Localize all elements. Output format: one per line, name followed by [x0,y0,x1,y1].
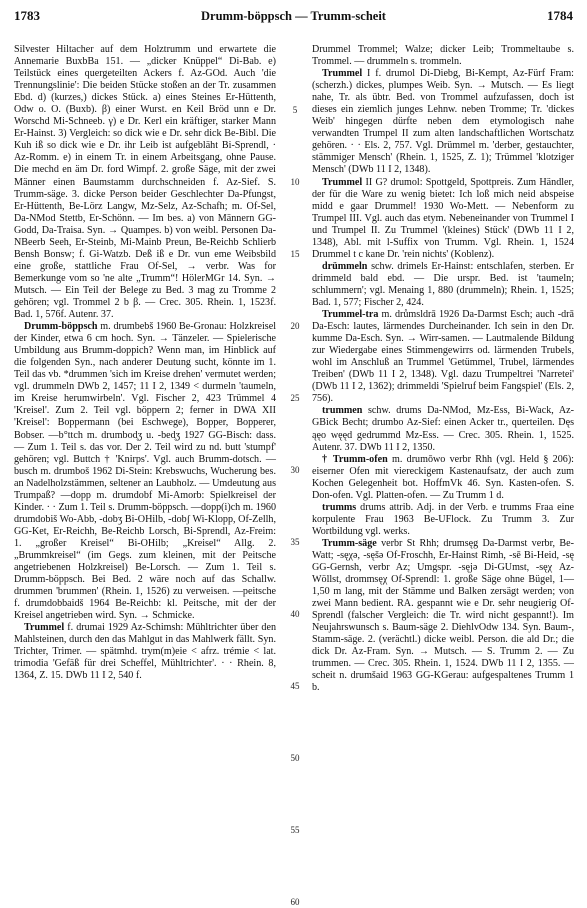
right-column [312,44,574,695]
line-number: 55 [290,825,300,835]
entry-text: schw. drimels Er-Hainst: entschlafen, sterben. Er drimmeld bald ebd. — Die urspr. Bed. ist 'taumeln; schlummern'; vgl. Menaing 1, 880 (drummeln); Rhein. 1, 1525; Bad. 1, 577; Fischer 2, 424. [312,260,575,308]
entry-paragraph [312,68,574,176]
line-number: 10 [290,177,300,187]
entry-text: Drummel Trommel; Walze; dicker Leib; Trommeltaube s. Trommel. — drummeln s. trommeln. [312,44,574,68]
entry-paragraph [312,177,574,261]
entry-paragraph [14,44,276,321]
line-number-gutter [284,44,306,907]
entry-lemma: † Trumm-ofen [322,453,388,465]
line-number: 40 [290,609,300,619]
entry-lemma: Trummel [322,68,363,80]
line-number: 20 [290,321,300,331]
line-number: 25 [290,393,300,403]
entry-paragraph [312,538,574,695]
entry-text: Silvester Hiltacher auf dem Holztrumm und erwartete die Annemarie BuxbBa 151. — „dicker Knüppel“ Di-Bab. e) Teilstück eines quergeteilten Ackers f. Az-GOd. Auch 'die Trennungslinie': Die beiden Stücke stoßen an der Tr. zusammen Ebd. d) (kurzes,) dickes Stück. a) eines Steines Er-Hüttenth, Odw o. O. (Buxb). β) einer Wurst. en Keil Bröd unn e Dr. Worschd Mi-Schneeb. γ) e Dr. Kerl ein kräftiger, starker Mann Er-Hainst. 3) Vergleich: so dick wie e Dr. sehr dick Be-Bibl. Die Kuh iß so dick wie e Dr. ihr Leib ist aufgebläht Bi-Sprendl, · Az-Romm. e) in einem Tr. in einem Arbeitsgang, ohne Pause. Die mechd en äm Dr. ford Wimpf. 2. große Säge, mit der zwei Männer einen Baumstamm durchschneiden f. Az-Sief. S. Trumm-säge. 3. dicke Person beider Geschlechter Da-Pfungst, Er-Hüttenth, Be-Lörz Langw, Mz-Selz, Az-Schafh; m. Of-Sel, Da-NMod Stettb, Er-Schönn. — Im bes. a) von Männern GG-Godd, Da-Traisa. Syn. → Quampes. b) von weibl. Personen Da-NBeerb Seeh, Er-Steinb, Mi-Mainb Preun, Be-Reichb Schlierb Bensh Bonsw; f. Gi-Watzb. Deß iß e Dr. vun eme Weibsbild eine große, stattliche Frau Of-Sel, → verbr. Was for Bemerkunge vom so 'ne alte „Trumm“! HölerMGr 14. Syn. → Mutsch. — Ein Teil der Belege zu Bed. 3 mag zu Tromme 2 gehören; vgl. Trommel 2 b β. — Crec. 305. Rhein. 1, 1523f. Bad. 1, 576f. Autenr. 37. [14,44,276,321]
entry-lemma: Trummel-tra [322,309,379,321]
line-number: 30 [290,465,300,475]
entry-lemma: Trummel [322,176,363,188]
entry-paragraph [312,454,574,502]
entry-lemma: trumms [322,501,357,513]
entry-text: f. drumai 1929 Az-Schimsh: Mühltrichter über den Mahlsteinen, durch den das Mahlgut in das Mahlwerk fällt. Syn. Trichter, Trimer. — spätmhd. trym(m)eie < afrz. trémie < lat. trimodia 'Gefäß für drei Scheffel, Mühltrichter'. · · Rhein. 8, 1364, Z. 15. DWb 11 I 2, 540 f. [14,622,276,682]
entry-text: drums attrib. Adj. in der Verb. e trumms Fraa eine korpulente Frau 1963 Be-UFlock. Zu Trumm 3. Zur Wortbildung vgl. werks. [312,501,574,537]
left-column [14,44,276,682]
page-number-right: 1784 [547,8,573,23]
entry-text: I f. drumol Di-Diebg, Bi-Kempt, Az-Fürf Fram: (scherzh.) dickes, plumpes Weib. Syn. → Mutsch. — Es liegt nahe, Tr. als übtr. Bed. von Trommel aufzufassen, doch ist dieses ein ziemlich junges Lehnw. neben Tromme; Tr. 'dickes Weib' hingegen dürfte neben dem etymologisch nahe verwandten Trumpel II zum alten landschaftlichen Wortschatz gehören. · · Els. 2, 757. Vgl. Drümmel m. 'derber, gestauchter, stämmiger Mensch' (Rhein. 1, 1525, Z. 1); Trümmel 'klotziger Mensch' (DWb 11 I 2, 1348). [312,68,574,176]
entry-paragraph [14,321,276,622]
entry-text: m. drumōwo verbr Rhh (vgl. Held § 206): eiserner Ofen mit viereckigem Kastenaufsatz, der auch zum Kochen Gelegenheit bot. HoffmVk 46. Syn. Kasten-ofen. S. Don-ofen. Vgl. Platten-ofen. — Zu Trumm 1 d. [312,453,574,501]
entry-paragraph [312,309,574,405]
line-number: 15 [290,249,300,259]
entry-lemma: Trumm-säge [322,537,377,549]
entry-paragraph [14,622,276,682]
entry-lemma: trummen [322,405,363,417]
line-number: 35 [290,537,300,547]
page-header [14,8,573,26]
entry-text: II G? drumol: Spottgeld, Spottpreis. Zum Händler, der für die Ware zu wenig bietet: Ich loß mich neid abspeise midd e gaar Drummel! 1930 Wo-Mett. — Nebenform zu Trumpel III. Vgl. auch das etym. Nebeneinander von Trummel I und Trumpel II. Zu Trummel '(kleines) Stück' (DWb 11 I 2, 1348), Abl. mit l-Suffix von Trumm. Vgl. Rhein. 1, 1524 Drummel t c kane Dr. 'rein nichts' (Koblenz). [312,176,575,260]
entry-text: verbr St Rhh; drumsęg Da-Darmst verbr, Be-Watt; -sęχə, -sęšə Of-Froschh, Er-Hainst Rimh, -sē Bi-Heid, -sę GG-Gernsh, verbr Az; Umgspr. -sęjə Di-GUmst, -sęχ Az-Wöllst, drommsęχ Of-Sprendl: 1. große Säge ohne Bügel, 1—1,50 m lang, mit der Stämme und Balken zersägt werden; von zwei Mann bedient. RA. gespannt wie e Dr. sehr neugierig Of-Sprendl (falscher Vergleich: die Tr. wird nicht gespannt!). Im Neujahrswunsch s. Baum-säge 2. DiehlvOdw 134. Syn. Baum-, Stamm-säge. 2. (verächtl.) dicke weibl. Person. die ald Dr.; die dick Dr. Az-Fram. Syn. → Mutsch. — S. Trumm 2. — Zu trummen. — Crec. 305. Rhein. 1, 1524. DWb 11 I 2, 1355. —scheit n. drumšaid 1963 GG-KGerau: aufgespaltenes Trumm 1 b. [312,537,574,694]
entry-lemma: Drumm-böppsch [24,321,98,333]
page-number-left: 1783 [14,8,40,23]
line-number: 45 [290,681,300,691]
entry-lemma: Trummel [24,622,65,634]
entry-paragraph [312,44,574,68]
entry-lemma: drümmeln [322,260,368,272]
entry-paragraph [312,502,574,538]
entry-paragraph [312,405,574,453]
entry-text: m. drůmsldrā 1926 Da-Darmst Esch; auch -drā Da-Esch: lautes, lärmendes Durcheinander. Ich sein in den Dr. kumme Da-Esch. Syn. → Wirr-samen. — Lautmalende Bildung zur Wiedergabe eines Stimmengewirrs od. lärmenden Trubels, wohl im Anschluß an Trummel 'Getümmel, Trubel, lärmendes Treiben' (DWb 11 I 2, 1348). Vgl. dazu Trumpeltrei 'Narretei' (DWb 11 I 2, 1362); drimmeldi 'Spielruf beim Fangspiel' (Els. 2, 756). [312,309,574,405]
line-number: 5 [292,105,298,115]
entry-paragraph [312,261,574,309]
running-title: Drumm-böppsch — Trumm-scheit [201,9,386,23]
entry-text: m. drumbebš 1960 Be-Gronau: Holzkreisel der Kinder, etwa 6 cm hoch. Syn. → Tänzeler. — Spielerische Umbildung aus Brumm-doppich? Wenn man, im Hinblick auf die folgenden Syn., nach anderer Deutung sucht, könnte im 1. Teil das vb. *drummen 'sich im Kreise drehen' vermutet werden; vgl. drummeln DWb 2, 1457; 11 I 2, 1349 < durmeln 'taumeln, im Kreise herumwirbeln'. Vgl. Fischer 2, 423 Trümmel 4 'Kreisel'. Zum 2. Teil vgl. böppern 2; ferner in DWA XII 'Kreisel': Boppermann (bei Eschwege), Bopper, Bopperer, Bobser. —b°ttch m. drumbod̥ʒ u. -bed̥ʒ 1927 GG-Bisch: dass. — Zum 1. Teil s. das vor. Der 2. Teil wird zu nd. butt 'stumpf' gehören; vgl. Buttch † 'Knirps'. Vgl. auch Brumm-dotsch. —busch m. drumboš 1962 Di-Stein: Krebswuchs, Wucherung bes. an Nadelholzstämmen, seltener an Laubholz. — Umdeutung aus Trumpaß? —dopp m. drumdobf Mi-Amorb: Spielkreisel der Kinder. · · Zum 1. Teil s. Drumm-böppsch. —dopp(i)ch m. 1960 drumdobiš Wo-Abb, -dobʒ Bi-OHilb, -dobʃ Wi-Klopp, Of-Zellh, GG-Ket, Er-Reichh, Be-Reichb Lorsch, Bi-Sprendl, Az-Freim: 1. „großer Kreisel“ Bi-OHilb; „Kreisel“ Allg. 2. „Brummkreisel“ (im Gegs. zum kleinen, mit der Peitsche angetriebenen Holzkreisel) Be-Lorsch. — Zum 1. Teil s. Drumm-böppsch. Bei Bed. 2 wäre noch auf das Schallw. drummen 'brummen' (Rhein. 1, 1526) zu verweisen. —peitsche f. drumdobbaidš 1964 Be-Reichb: kl. Peitsche, mit der der Kreisel angetrieben wird. Syn. → Schmicke. [14,321,276,622]
entry-text: schw. drums Da-NMod, Mz-Ess, Bi-Wack, Az-GBick Becht; drumbo Az-Sief: einen Acker tr., querteilen. Dęs ąęo węęd gedrummd Mz-Ess. — Crec. 305. Rhein. 1, 1525. Autenr. 37. DWb 11 I 2, 1350. [312,405,575,453]
line-number: 50 [290,753,300,763]
line-number: 60 [290,897,300,907]
